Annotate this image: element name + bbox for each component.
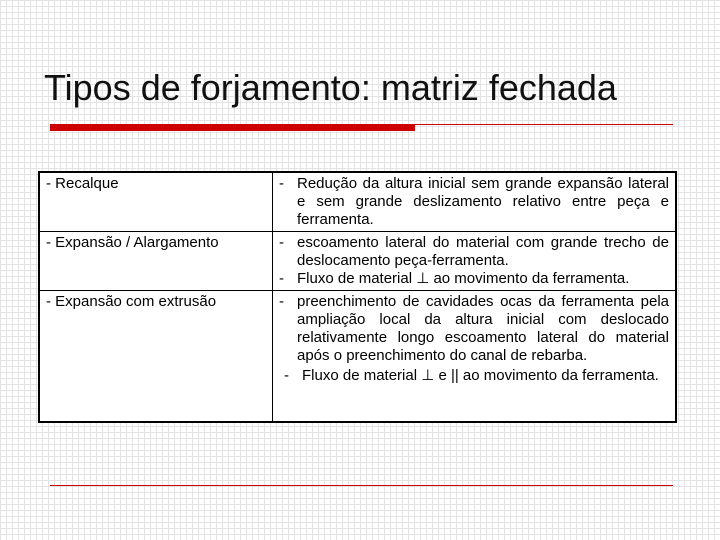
table-row — [40, 291, 676, 422]
bottom-rule — [50, 485, 673, 486]
description-text: Fluxo de material ⊥ e || ao movimento da ferramenta. — [302, 367, 659, 384]
description-item — [279, 175, 669, 229]
description-text: escoamento lateral do material com grande trecho de deslocamento peça-ferramenta. — [297, 234, 669, 269]
forging-type-cell: - Expansão com extrusão — [40, 291, 273, 422]
bullet-dash: - — [279, 270, 284, 287]
description-text: Fluxo de material ⊥ ao movimento da ferramenta. — [297, 270, 630, 287]
bullet-dash: - — [279, 175, 284, 192]
bullet-dash: - — [284, 367, 289, 384]
table-row — [40, 232, 676, 291]
description-cell — [273, 232, 676, 291]
table-grid — [39, 172, 676, 422]
forging-type-cell: - Recalque — [40, 173, 273, 232]
description-text: preenchimento de cavidades ocas da ferramenta pela ampliação local da altura inicial com deslocado relativamente longo escoamento lateral do material após o preenchimento do canal de rebarba. — [297, 293, 669, 364]
forging-types-table — [38, 171, 677, 423]
slide-title: Tipos de forjamento: matriz fechada — [44, 67, 617, 108]
title-underline-thin — [415, 124, 673, 125]
title-underline-thick — [50, 124, 415, 131]
description-item — [279, 270, 669, 288]
description-item — [279, 293, 669, 365]
description-cell — [273, 173, 676, 232]
bullet-dash: - — [279, 234, 284, 251]
description-item — [279, 234, 669, 270]
table-row — [40, 173, 676, 232]
description-item — [279, 367, 669, 385]
bullet-dash: - — [279, 293, 284, 310]
description-cell — [273, 291, 676, 422]
description-text: Redução da altura inicial sem grande expansão lateral e sem grande deslizamento relativo entre peça e ferramenta. — [297, 175, 669, 228]
forging-type-cell: - Expansão / Alargamento — [40, 232, 273, 291]
